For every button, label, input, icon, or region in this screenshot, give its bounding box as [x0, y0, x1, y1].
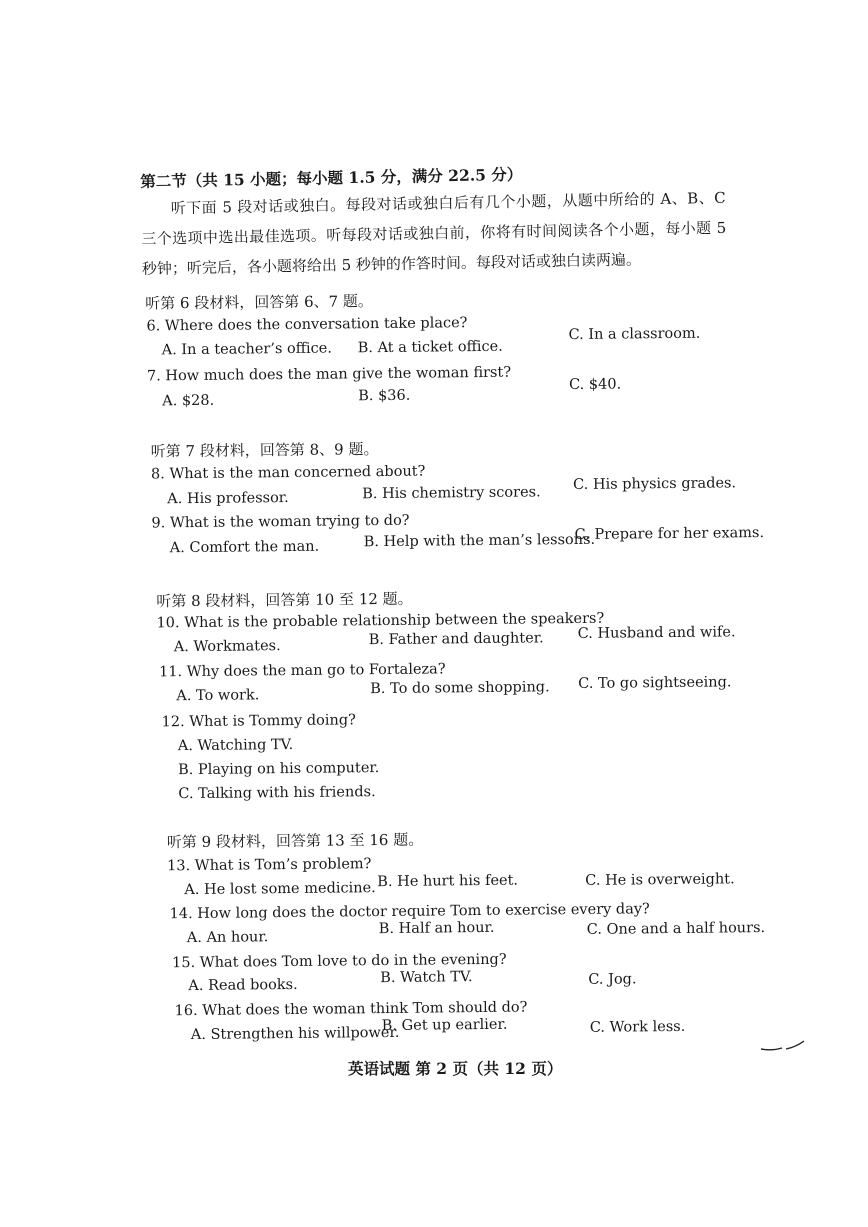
option-c: C. Jog. [588, 971, 637, 988]
section-title: 第二节（共 15 小题；每小题 1.5 分，满分 22.5 分） [140, 164, 523, 191]
option-a: A. Workmates. [173, 638, 281, 656]
option-b: B. $36. [358, 387, 411, 405]
option-b: B. Help with the man’s lessons. [363, 531, 596, 551]
question-stem: 6. Where does the conversation take place? [146, 315, 468, 335]
page-footer: 英语试题 第 2 页（共 12 页） [348, 1059, 563, 1078]
option-b: B. Half an hour. [378, 919, 495, 938]
question-stem: 12. What is Tommy doing? [161, 712, 356, 731]
question-stem: 10. What is the probable relationship between the speakers? [156, 610, 605, 632]
question-stem: 9. What is the woman trying to do? [151, 512, 410, 532]
question-stem: 8. What is the man concerned about? [150, 463, 426, 483]
question-stem: 14. How long does the doctor require Tom to exercise every day? [169, 901, 650, 923]
option-b: B. He hurt his feet. [377, 872, 519, 891]
question-stem: 13. What is Tom’s problem? [166, 856, 372, 875]
option-a: A. An hour. [186, 929, 269, 947]
option-c: C. In a classroom. [568, 325, 701, 344]
option-a: A. His professor. [167, 490, 289, 508]
option-a: A. Comfort the man. [169, 538, 320, 557]
option-c: C. Husband and wife. [577, 624, 736, 642]
option-b: B. Playing on his computer. [177, 760, 380, 779]
option-c: C. To go sightseeing. [578, 674, 732, 692]
group-title: 听第 9 段材料，回答第 13 至 16 题。 [166, 830, 424, 852]
option-a: A. He lost some medicine. [184, 880, 376, 899]
question-stem: 15. What does Tom love to do in the evening? [172, 951, 507, 972]
option-a: A. Read books. [188, 976, 298, 995]
option-c: C. His physics grades. [573, 475, 737, 494]
group-title: 听第 8 段材料，回答第 10 至 12 题。 [156, 589, 413, 611]
question-stem: 7. How much does the man give the woman first? [146, 364, 512, 385]
option-b: B. To do some shopping. [370, 679, 550, 698]
question-stem: 16. What does the woman think Tom should do? [174, 999, 528, 1020]
question-stem: 11. Why does the man go to Fortaleza? [158, 661, 446, 681]
group-title: 听第 6 段材料，回答第 6、7 题。 [145, 292, 373, 313]
section-header [140, 158, 742, 283]
option-b: B. Father and daughter. [368, 630, 544, 649]
option-b: B. Watch TV. [380, 969, 473, 987]
option-a: A. Strengthen his willpower. [190, 1024, 400, 1044]
option-b: B. Get up earlier. [381, 1016, 508, 1035]
section-instruction: 听下面 5 段对话或独白。每段对话或独白后有几个小题，从题中所给的 A、B、C 三个选项中选出最佳选项。听每段对话或独白前，你将有时间阅读各个小题，每小题 5 秒钟；听完后，各小题将给出 5 秒钟的作答时间。每段对话或独白读两遍。 [141, 188, 727, 278]
option-c: C. One and a half hours. [586, 920, 766, 938]
option-a: A. $28. [162, 392, 215, 410]
option-c: C. $40. [568, 376, 622, 394]
option-b: B. At a ticket office. [357, 338, 503, 357]
pen-stroke-mark [760, 1040, 806, 1052]
option-a: A. Watching TV. [177, 736, 294, 755]
option-b: B. His chemistry scores. [362, 484, 541, 503]
option-c: C. He is overweight. [585, 871, 735, 889]
option-a: A. In a teacher’s office. [161, 340, 333, 359]
option-c: C. Talking with his friends. [178, 784, 376, 803]
option-c: C. Prepare for her exams. [574, 525, 765, 544]
group-title: 听第 7 段材料，回答第 8、9 题。 [150, 440, 379, 461]
option-c: C. Work less. [589, 1018, 686, 1036]
option-a: A. To work. [176, 687, 260, 705]
